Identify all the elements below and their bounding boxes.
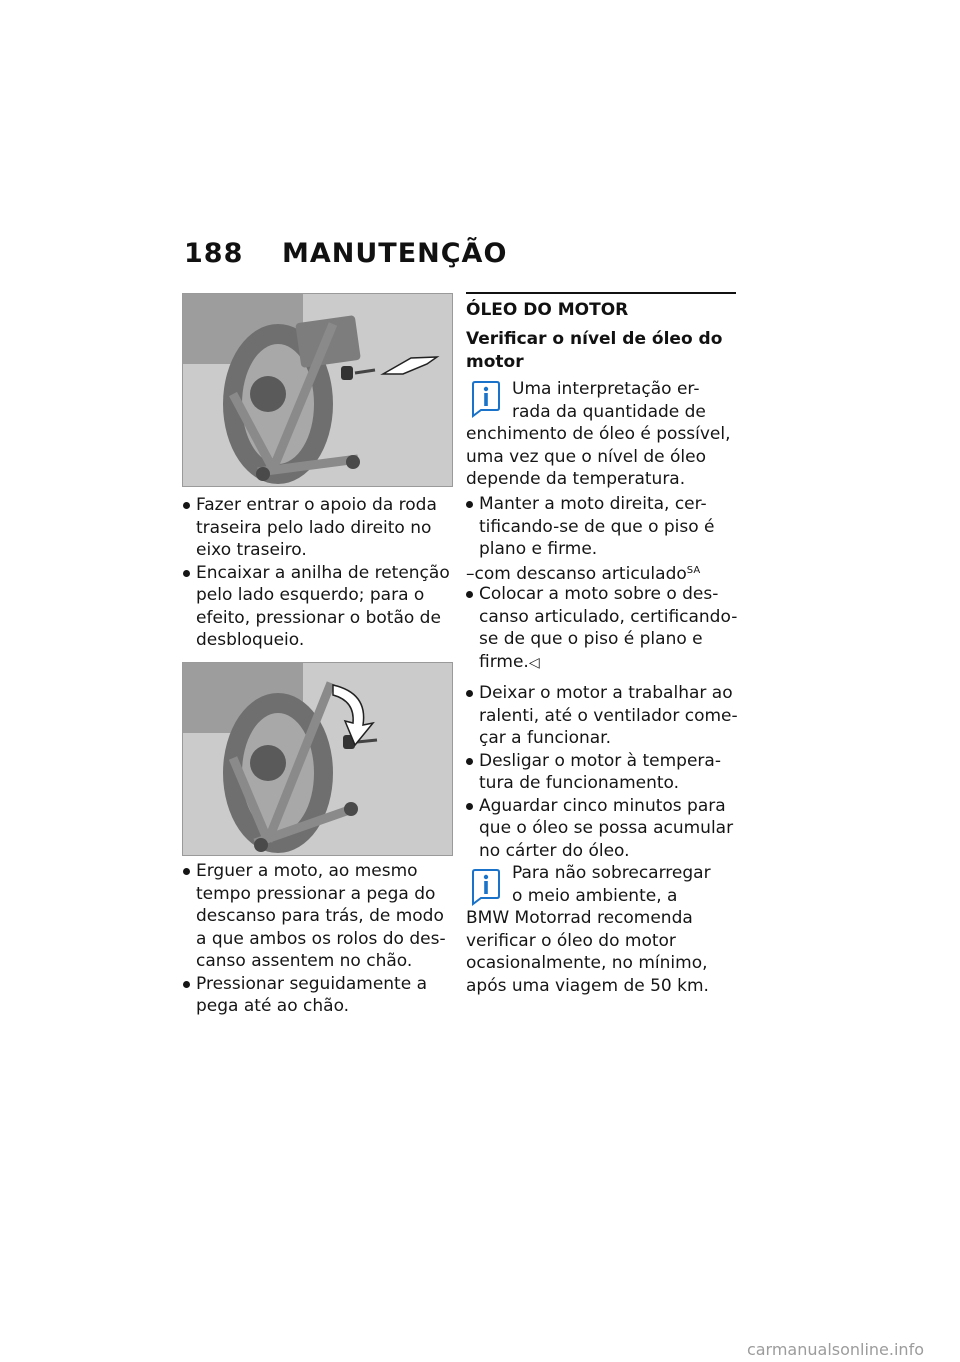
list-item-line: canso articulado, certificando-: [479, 606, 738, 627]
figure-illustration: [183, 663, 452, 855]
page-number: 188: [184, 238, 244, 269]
list-item: [183, 973, 453, 1018]
note-line: Uma interpretação er-: [512, 379, 700, 399]
note-line: rada da quantidade de: [512, 401, 706, 422]
info-note-environment: [466, 862, 738, 997]
bullet-dot: [466, 501, 473, 508]
bullet-list-upright: [466, 493, 738, 561]
list-item-line: Encaixar a anilha de retenção: [196, 562, 450, 583]
bullet-dot: [183, 981, 190, 988]
list-item: [466, 750, 738, 795]
list-item: [466, 682, 738, 750]
bullet-list-stand-mount: [183, 494, 453, 652]
list-item: [183, 562, 453, 652]
section-divider: [466, 292, 736, 294]
list-item-line: Colocar a moto sobre o des-: [479, 584, 719, 604]
list-item-line: efeito, pressionar o botão de: [196, 607, 441, 628]
list-item: [466, 795, 738, 863]
list-item-line: descanso para trás, de modo: [196, 906, 444, 926]
list-item-line: Manter a moto direita, cer-: [479, 494, 707, 514]
note-line: enchimento de óleo é possível,: [466, 424, 731, 444]
list-item-line: Pressionar seguidamente a: [196, 973, 428, 994]
bullet-dot: [466, 803, 473, 810]
list-item-line: çar a funcionar.: [479, 728, 612, 748]
list-item-line: pelo lado esquerdo; para o: [196, 585, 425, 605]
note-line: o meio ambiente, a: [512, 885, 678, 906]
bullet-dot: [466, 591, 473, 598]
list-item-line: Fazer entrar o apoio da roda: [196, 495, 437, 515]
list-item-line: plano e firme.: [479, 539, 598, 559]
note-line: verificar o óleo do motor: [466, 930, 676, 951]
bullet-list-engine-steps: [466, 682, 738, 862]
list-item: [466, 583, 738, 674]
note-line: uma vez que o nível de óleo: [466, 446, 707, 467]
list-item-line: pega até ao chão.: [196, 996, 350, 1016]
list-item: [466, 493, 738, 561]
option-superscript: SA: [686, 565, 701, 576]
list-item-line: Aguardar cinco minutos para: [479, 795, 726, 816]
bullet-list-center-stand: [466, 583, 738, 674]
list-item-line: tificando-se de que o piso é: [479, 516, 715, 537]
chapter-title: MANUTENÇÃO: [282, 238, 508, 269]
footer-watermark: carmanualsonline.info: [746, 1340, 924, 1359]
list-item-line: no cárter do óleo.: [479, 840, 630, 861]
list-item-line: Deixar o motor a trabalhar ao: [479, 683, 733, 703]
list-item-line: tempo pressionar a pega do: [196, 883, 436, 904]
list-item-line: a que ambos os rolos do des-: [196, 928, 446, 949]
figure-rear-stand-lift: [182, 662, 453, 856]
figure-rear-stand-insert: [182, 293, 453, 487]
end-of-condition-icon: ◁: [528, 654, 540, 671]
list-item-line: se de que o piso é plano e: [479, 629, 703, 649]
bullet-dot: [183, 502, 190, 509]
note-line: BMW Motorrad recomenda: [466, 908, 693, 928]
note-line: após uma viagem de 50 km.: [466, 975, 709, 996]
note-line: depende da temperatura.: [466, 469, 686, 489]
bullet-dot: [183, 570, 190, 577]
list-item-line: ralenti, até o ventilador come-: [479, 705, 738, 726]
condition-text: –com descanso articulado: [466, 564, 687, 584]
section-title: ÓLEO DO MOTOR: [466, 300, 629, 320]
list-item-line: tura de funcionamento.: [479, 773, 680, 793]
list-item-line: que o óleo se possa acumular: [479, 818, 734, 838]
note-line: Para não sobrecarregar: [512, 863, 711, 883]
list-item-line: eixo traseiro.: [196, 540, 307, 560]
list-item-line: firme.: [479, 651, 529, 672]
note-line: ocasionalmente, no mínimo,: [466, 953, 708, 973]
condition-line: [466, 560, 738, 586]
figure-illustration: [183, 294, 452, 486]
list-item: [183, 494, 453, 562]
bullet-dot: [466, 690, 473, 697]
list-item: [183, 860, 453, 973]
list-item-line: traseira pelo lado direito no: [196, 517, 432, 538]
bullet-dot: [466, 758, 473, 765]
subsection-title: Verificar o nível de óleo do motor: [466, 329, 723, 372]
list-item-line: Desligar o motor à tempera-: [479, 750, 721, 771]
list-item-line: Erguer a moto, ao mesmo: [196, 861, 418, 881]
list-item-line: canso assentem no chão.: [196, 951, 413, 971]
bullet-list-stand-lift: [183, 860, 453, 1018]
bullet-dot: [183, 868, 190, 875]
list-item-line: desbloqueio.: [196, 630, 305, 650]
info-note-temperature: [466, 378, 738, 491]
